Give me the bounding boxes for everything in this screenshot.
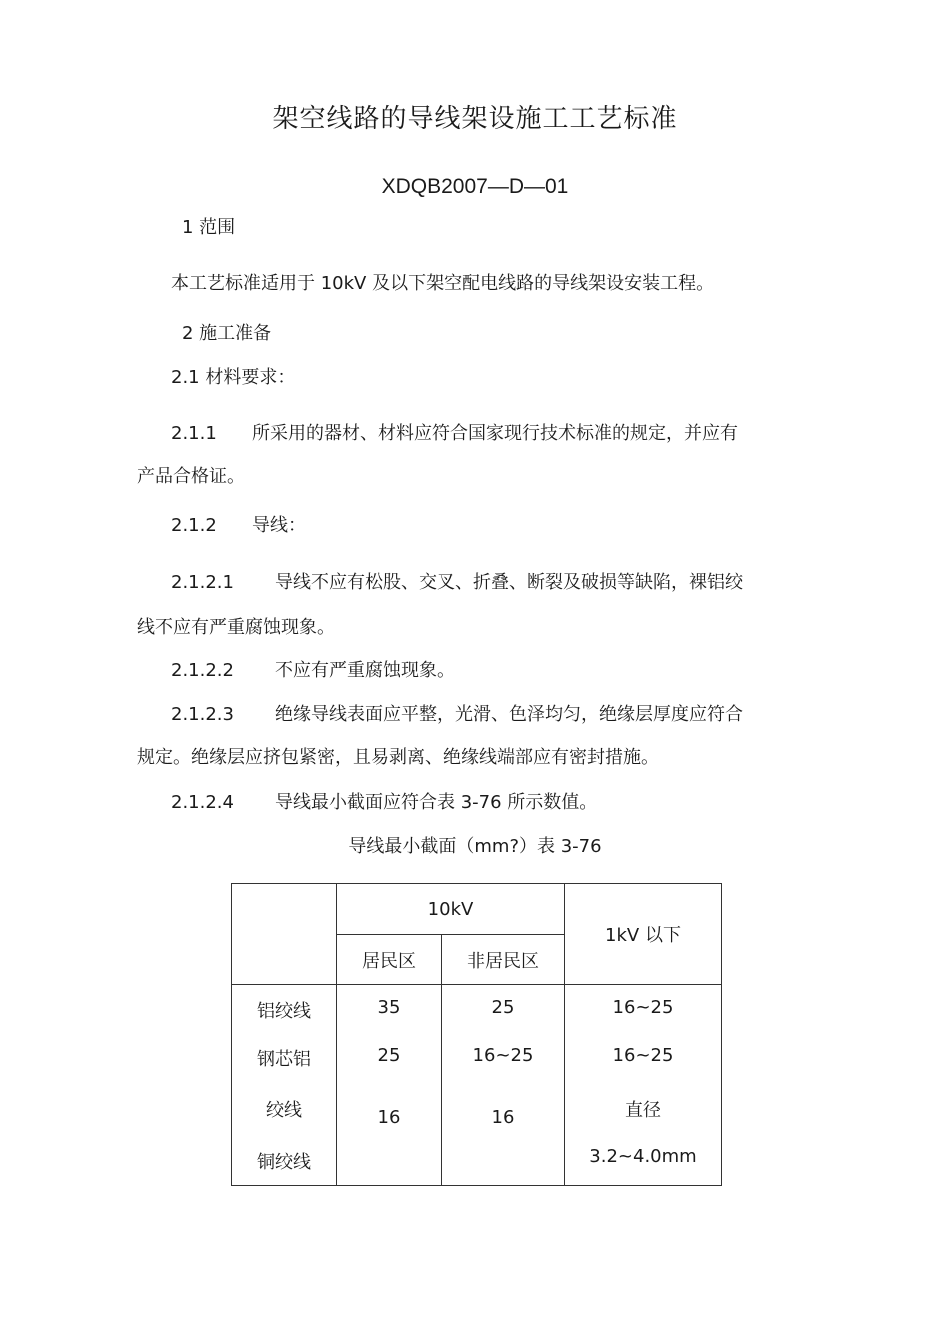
- below-1kv-value: 3.2~4.0mm: [589, 1146, 697, 1167]
- clause-2-1-2-4-number: 2.1.2.4: [171, 792, 234, 813]
- section-1-text: 本工艺标准适用于 10kV 及以下架空配电线路的导线架设安装工程。: [171, 273, 715, 294]
- clause-2-1-1-continuation: 产品合格证。: [137, 466, 245, 487]
- table-caption: 导线最小截面（mm?）表 3-76: [348, 836, 602, 857]
- header-non-resident: 非居民区: [442, 935, 565, 985]
- non-resident-value: 16: [491, 1107, 515, 1128]
- section-1-heading: 1 范围: [182, 217, 236, 238]
- clause-2-1-2-2-text: 不应有严重腐蚀现象。: [275, 660, 455, 681]
- table-corner-cell: [232, 884, 337, 985]
- below-1kv-values-cell: [565, 985, 722, 1186]
- section-2-1-heading: 2.1 材料要求：: [171, 367, 296, 388]
- resident-value: 16: [377, 1107, 401, 1128]
- clause-2-1-2-1-text: 导线不应有松股、交叉、折叠、断裂及破损等缺陷，裸铝绞: [275, 572, 743, 593]
- below-1kv-value: 16~25: [612, 997, 674, 1018]
- clause-2-1-2-1-number: 2.1.2.1: [171, 572, 234, 593]
- below-1kv-value: 16~25: [612, 1045, 674, 1066]
- clause-2-1-2-3-text: 绝缘导线表面应平整，光滑、色泽均匀，绝缘层厚度应符合: [275, 704, 743, 725]
- clause-2-1-2-1-continuation: 线不应有严重腐蚀现象。: [137, 617, 335, 638]
- section-2-heading: 2 施工准备: [182, 323, 272, 344]
- row-label-acsr-line2: 绞线: [266, 1100, 302, 1121]
- row-label-acsr-line1: 钢芯铝: [257, 1049, 311, 1070]
- non-resident-value: 25: [491, 997, 515, 1018]
- row-label-aluminum-stranded: 铝绞线: [257, 1001, 311, 1022]
- clause-2-1-1-number: 2.1.1: [171, 423, 217, 444]
- header-1kv-below: 1kV 以下: [565, 884, 722, 985]
- conductor-type-cell: [232, 985, 337, 1186]
- non-resident-values-cell: [442, 985, 565, 1186]
- clause-2-1-2-3-continuation: 规定。绝缘层应挤包紧密，且易剥离、绝缘线端部应有密封措施。: [137, 747, 659, 768]
- clause-2-1-1-text: 所采用的器材、材料应符合国家现行技术标准的规定，并应有: [252, 423, 738, 444]
- clause-2-1-2-text: 导线：: [252, 515, 306, 536]
- standard-code: XDQB2007—D—01: [381, 175, 569, 198]
- clause-2-1-2-number: 2.1.2: [171, 515, 217, 536]
- clause-2-1-2-4-text: 导线最小截面应符合表 3-76 所示数值。: [275, 792, 598, 813]
- below-1kv-value: 直径: [625, 1100, 661, 1121]
- header-10kv: 10kV: [337, 884, 565, 935]
- resident-value: 35: [377, 997, 401, 1018]
- resident-value: 25: [377, 1045, 401, 1066]
- row-label-copper-stranded: 铜绞线: [257, 1152, 311, 1173]
- resident-values-cell: [337, 985, 442, 1186]
- clause-2-1-2-3-number: 2.1.2.3: [171, 704, 234, 725]
- document-title: 架空线路的导线架设施工工艺标准: [272, 104, 678, 134]
- min-cross-section-table: [231, 883, 722, 1186]
- non-resident-value: 16~25: [472, 1045, 534, 1066]
- header-resident: 居民区: [337, 935, 442, 985]
- clause-2-1-2-2-number: 2.1.2.2: [171, 660, 234, 681]
